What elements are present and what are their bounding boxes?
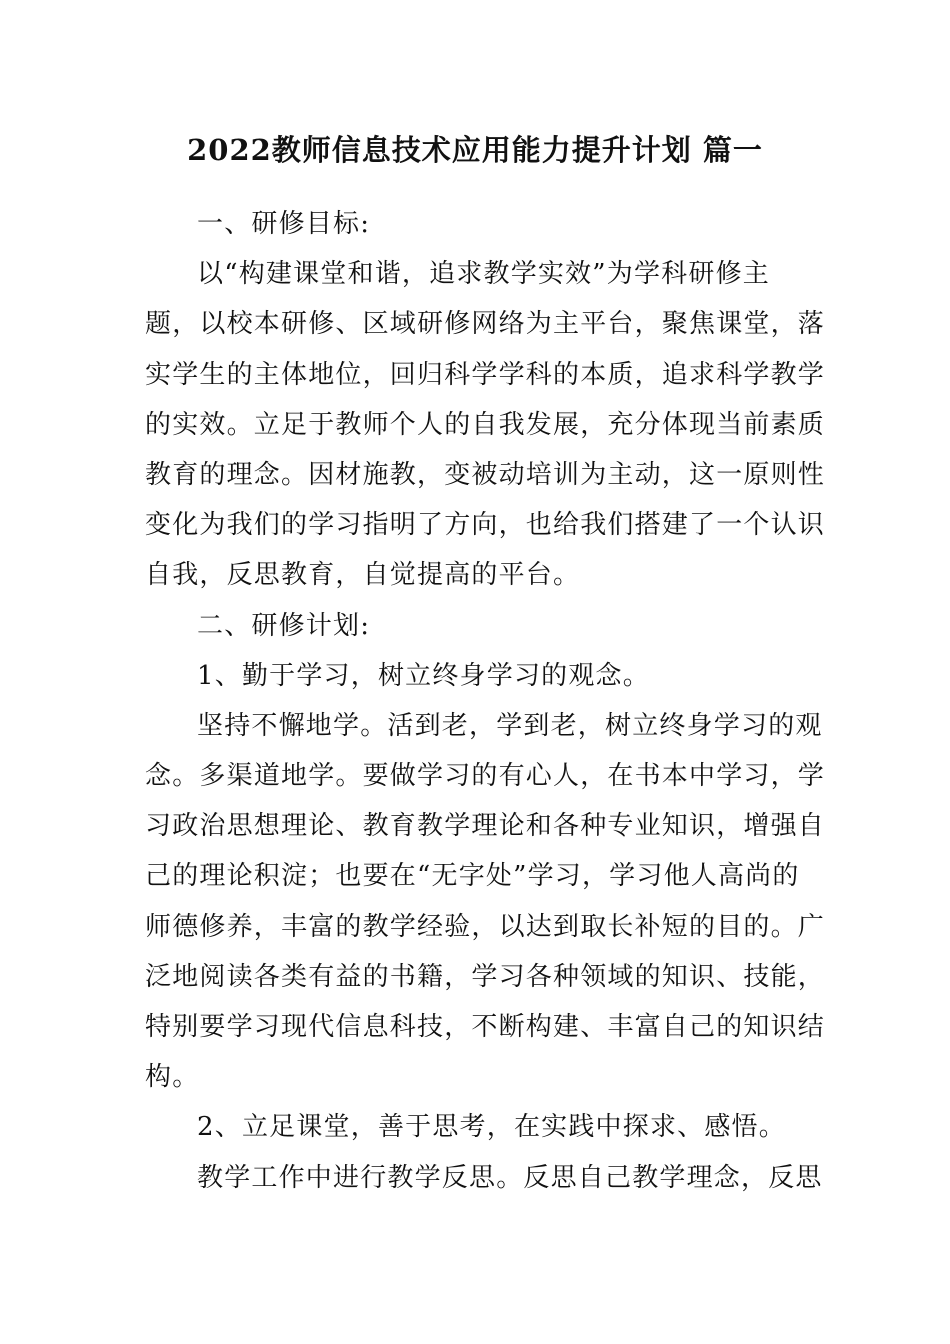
body-line: 实学生的主体地位，回归科学学科的本质，追求科学教学 <box>145 359 826 390</box>
body-line: 二、研修计划: <box>197 610 371 641</box>
body-line: 特别要学习现代信息科技，不断构建、丰富自己的知识结 <box>145 1012 826 1042</box>
document-title: 2022教师信息技术应用能力提升计划 篇一 <box>187 133 763 167</box>
body-line: 教育的理念。因材施教，变被动培训为主动，这一原则性 <box>145 459 826 490</box>
body-line: 坚持不懈地学。活到老，学到老，树立终身学习的观 <box>197 710 823 741</box>
body-line: 题，以校本研修、区域研修网络为主平台，聚焦课堂，落 <box>145 309 826 340</box>
body-line: 师德修养，丰富的教学经验，以达到取长补短的目的。广 <box>145 911 826 942</box>
body-line: 2、立足课堂，善于思考，在实践中探求、感悟。 <box>197 1112 786 1143</box>
body-line: 自我，反思教育，自觉提高的平台。 <box>145 560 581 591</box>
document-body <box>145 199 826 1203</box>
body-line: 习政治思想理论、教育教学理论和各种专业知识，增强自 <box>145 811 826 842</box>
body-line: 的实效。立足于教师个人的自我发展，充分体现当前素质 <box>145 409 826 440</box>
body-line: 1、勤于学习，树立终身学习的观念。 <box>197 660 650 691</box>
body-line: 己的理论积淀；也要在“无字处”学习，学习他人高尚的 <box>145 861 800 892</box>
body-line: 教学工作中进行教学反思。反思自己教学理念，反思 <box>197 1162 823 1193</box>
body-line: 构。 <box>145 1062 200 1093</box>
body-line: 一、研修目标: <box>197 209 371 239</box>
body-line: 念。多渠道地学。要做学习的有心人，在书本中学习，学 <box>145 761 826 792</box>
body-line: 泛地阅读各类有益的书籍，学习各种领域的知识、技能， <box>145 961 826 992</box>
body-line: 以“构建课堂和谐，追求教学实效”为学科研修主 <box>197 259 770 290</box>
body-line: 变化为我们的学习指明了方向，也给我们搭建了一个认识 <box>145 510 826 541</box>
